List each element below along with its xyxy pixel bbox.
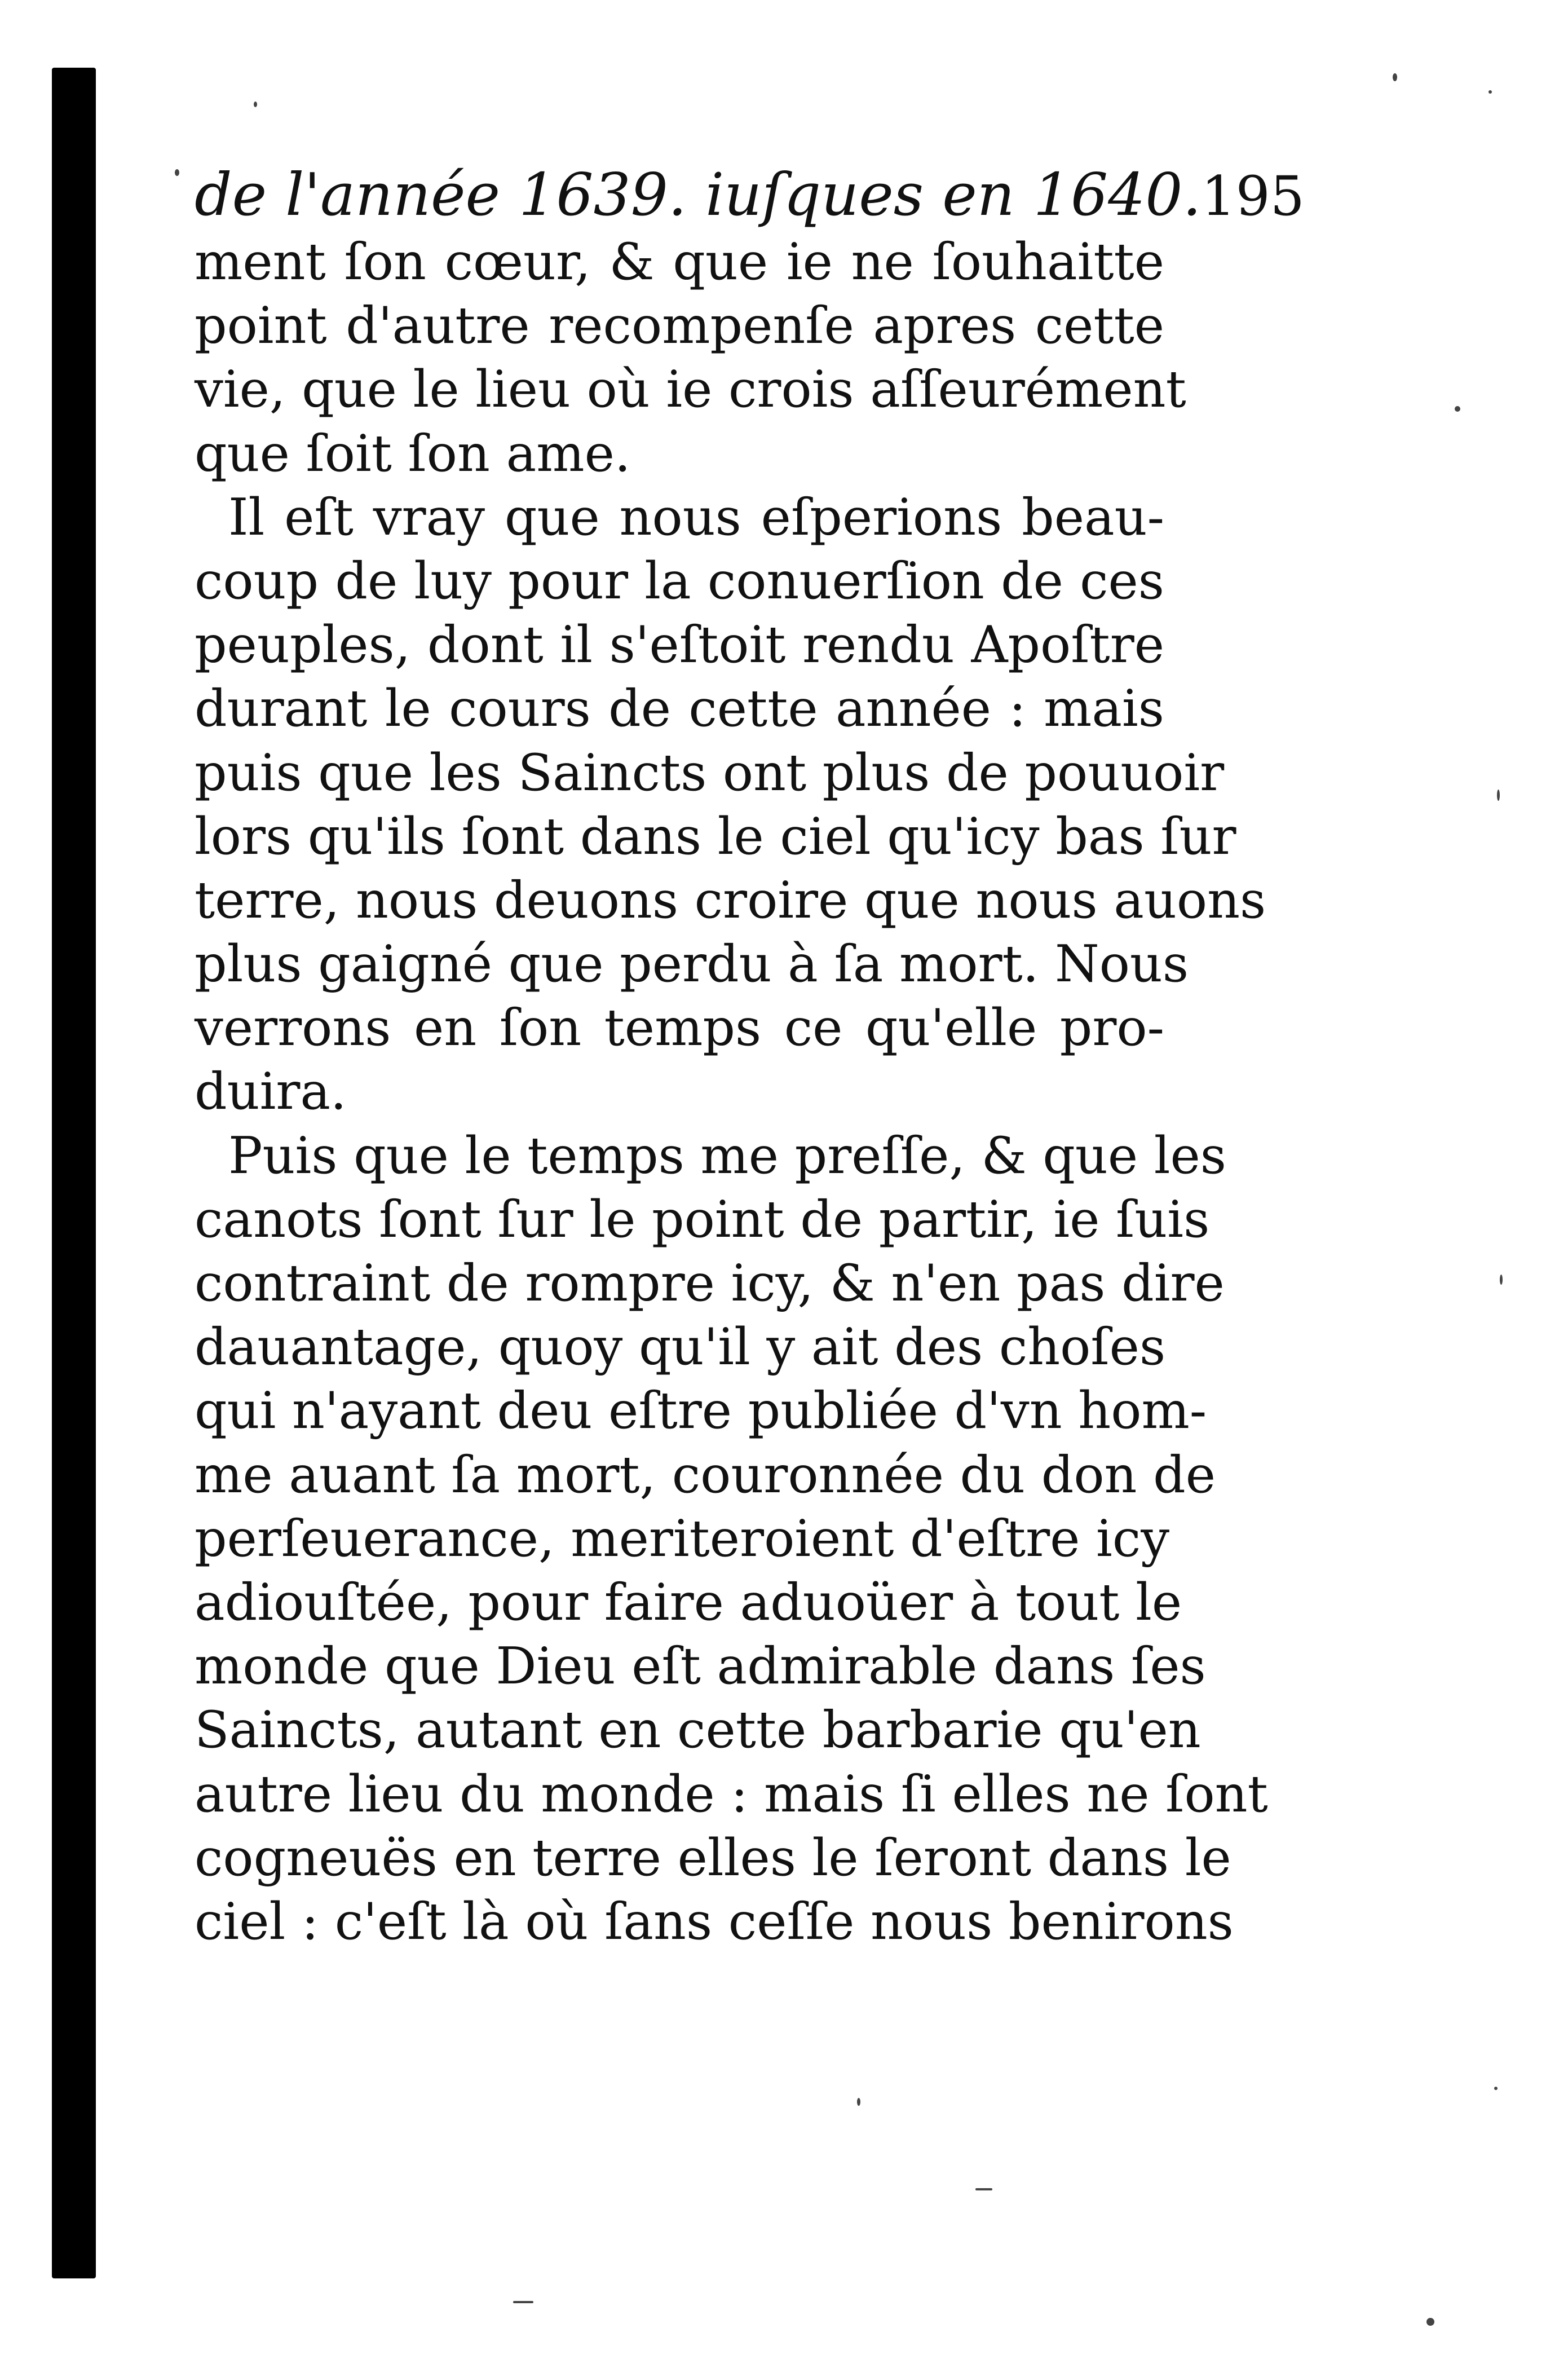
ink-speck <box>975 2188 992 2190</box>
ink-speck <box>1393 73 1397 81</box>
ink-speck <box>175 169 179 176</box>
text-line: Saincts, autant en cette barbarie qu'en <box>195 1700 1201 1760</box>
text-line: Il eſt vray que nous eſperions beau- <box>228 487 1164 547</box>
text-line: durant le cours de cette année : mais <box>195 679 1164 739</box>
body-text <box>195 230 1268 1954</box>
text-line: autre lieu du monde : mais ſi elles ne ſont <box>195 1764 1268 1824</box>
running-title: de l'année 1639. iuſques en 1640. <box>195 160 1202 229</box>
text-line: perſeuerance, meriteroient d'eſtre icy <box>195 1509 1170 1568</box>
text-line: coup de luy pour la conuerſion de ces <box>195 551 1164 611</box>
text-line: Puis que le temps me preſſe, & que les <box>228 1126 1226 1185</box>
text-line: dauantage, quoy qu'il y ait des choſes <box>195 1317 1166 1377</box>
ink-speck <box>1500 1275 1503 1285</box>
text-line: peuples, dont il s'eſtoit rendu Apoſtre <box>195 615 1164 675</box>
text-line: ciel : c'eſt là où ſans ceſſe nous benirons <box>195 1892 1234 1951</box>
text-line: verrons en ſon temps ce qu'elle pro- <box>195 998 1164 1058</box>
ink-speck <box>1455 406 1460 412</box>
ink-speck <box>1489 90 1492 94</box>
text-line: me auant ſa mort, couronnée du don de <box>195 1445 1216 1505</box>
text-line: duira. <box>195 1062 347 1122</box>
text-line: qui n'ayant deu eſtre publiée d'vn hom- <box>195 1381 1207 1441</box>
ink-speck <box>857 2098 860 2106</box>
ink-speck <box>513 2301 533 2303</box>
text-line: contraint de rompre icy, & n'en pas dire <box>195 1254 1225 1313</box>
ink-speck <box>1426 2318 1434 2326</box>
text-line: point d'autre recompenſe apres cette <box>195 296 1164 356</box>
text-line: cogneuës en terre elles le ſeront dans le <box>195 1828 1231 1888</box>
text-line: monde que Dieu eſt admirable dans ſes <box>195 1637 1206 1696</box>
text-line: lors qu'ils ſont dans le ciel qu'icy bas ſur <box>195 806 1236 866</box>
text-line: plus gaigné que perdu à ſa mort. Nous <box>195 934 1189 994</box>
binding-shadow <box>52 68 96 2278</box>
running-head <box>195 149 1305 240</box>
text-line: ment ſon cœur, & que ie ne ſouhaitte <box>195 232 1164 292</box>
text-line: puis que les Saincts ont plus de pouuoir <box>195 743 1225 803</box>
ink-speck <box>1494 2087 1498 2090</box>
text-line: terre, nous deuons croire que nous auons <box>195 870 1266 930</box>
ink-speck <box>1497 790 1500 801</box>
text-line: canots ſont ſur le point de partir, ie ſuis <box>195 1189 1210 1249</box>
text-line: que ſoit ſon ame. <box>195 424 631 483</box>
text-line: adiouſtée, pour faire aduoüer à tout le <box>195 1572 1182 1632</box>
text-line: vie, que le lieu où ie crois aſſeurément <box>195 360 1186 420</box>
page-number: 195 <box>1201 165 1305 228</box>
ink-speck <box>254 102 257 107</box>
